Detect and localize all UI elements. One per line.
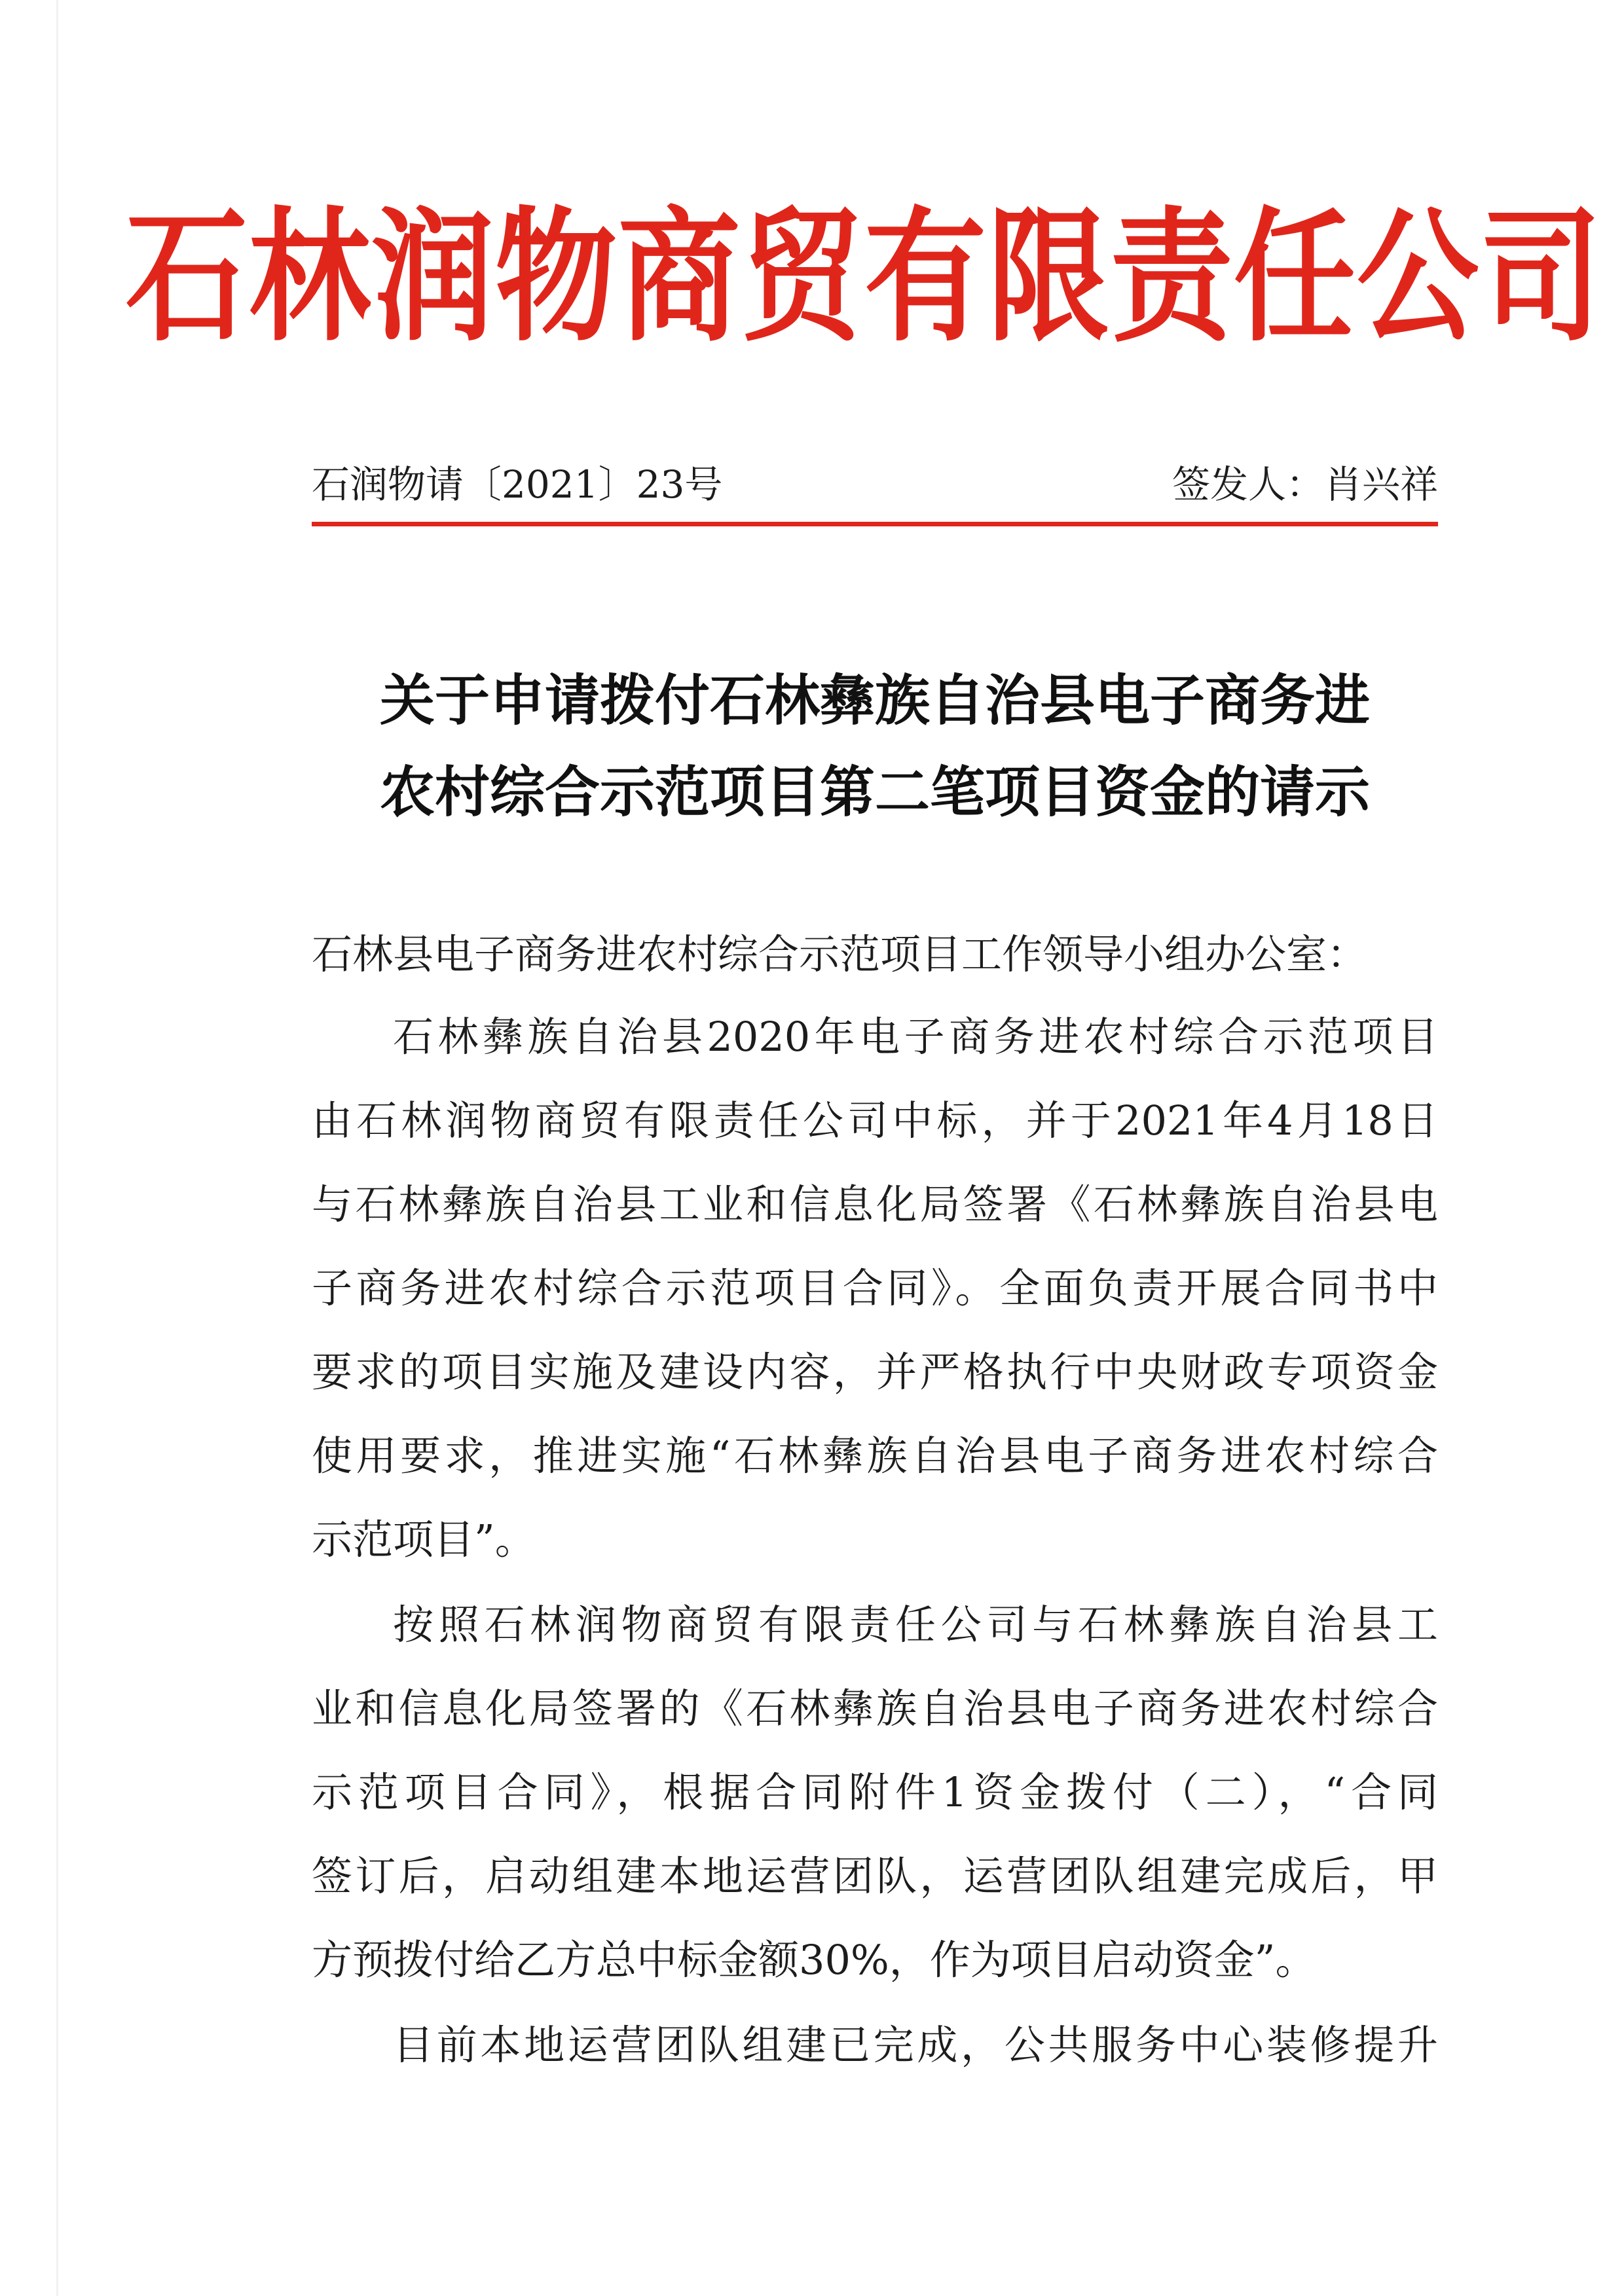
title-line: 农村综合示范项目第二笔项目资金的请示 — [379, 760, 1370, 824]
paragraph — [312, 1583, 1438, 2002]
text-line: 与石林彝族自治县工业和信息化局签署《石林彝族自治县电 — [312, 1180, 1438, 1228]
text-line: 由石林润物商贸有限责任公司中标，并于2021年4月18日 — [312, 1097, 1438, 1144]
text-line: 使用要求，推进实施“石林彝族自治县电子商务进农村综合 — [312, 1432, 1438, 1480]
scan-edge — [56, 0, 58, 2296]
text-line: 方预拨付给乙方总中标金额30%，作为项目启动资金”。 — [312, 1936, 1316, 1984]
salutation: 石林县电子商务进农村综合示范项目工作领导小组办公室： — [312, 930, 1368, 978]
document-meta-row — [312, 452, 1438, 511]
red-divider-line — [312, 522, 1438, 526]
text-line: 子商务进农村综合示范项目合同》。全面负责开展合同书中 — [312, 1264, 1438, 1312]
text-line: 要求的项目实施及建设内容，并严格执行中央财政专项资金 — [312, 1348, 1438, 1396]
issuer-signature-line: 签发人：肖兴祥 — [1172, 462, 1438, 507]
paragraph — [312, 995, 1438, 1582]
document-title — [312, 655, 1438, 838]
letterhead-company-name: 石林润物商贸有限责任公司 — [126, 192, 1604, 361]
text-line: 签订后，启动组建本地运营团队，运营团队组建完成后，甲 — [312, 1852, 1438, 1900]
text-line: 按照石林润物商贸有限责任公司与石林彝族自治县工 — [393, 1601, 1438, 1649]
body-text — [312, 995, 1438, 2088]
text-line: 示范项目合同》，根据合同附件1资金拨付（二），“合同 — [312, 1768, 1438, 1816]
paragraph — [312, 2003, 1438, 2087]
text-line: 石林彝族自治县2020年电子商务进农村综合示范项目 — [393, 1013, 1438, 1061]
text-line: 业和信息化局签署的《石林彝族自治县电子商务进农村综合 — [312, 1685, 1438, 1732]
document-number: 石润物请〔2021〕23号 — [312, 462, 723, 507]
text-line: 目前本地运营团队组建已完成，公共服务中心装修提升 — [393, 2021, 1438, 2069]
title-line: 关于申请拨付石林彝族自治县电子商务进 — [379, 668, 1370, 733]
text-line: 示范项目”。 — [312, 1516, 536, 1563]
